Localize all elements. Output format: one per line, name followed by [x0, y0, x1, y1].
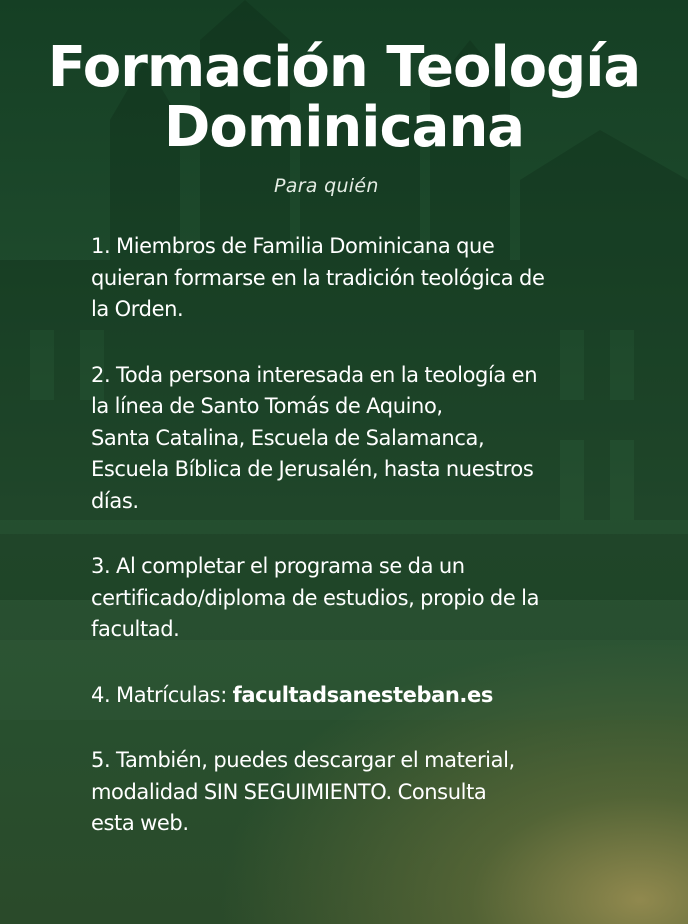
list-item-3: 3. Al completar el programa se da un certificado/diploma de estudios, propio de la facultad.: [91, 554, 540, 641]
page-title: [0, 35, 688, 160]
enrollment-label: 4. Matrículas:: [91, 682, 233, 707]
list-item-5: 5. También, puedes descargar el material, modalidad SIN SEGUIMIENTO. Consulta esta web.: [91, 748, 515, 835]
enrollment-website: facultadsanesteban.es: [232, 682, 493, 707]
title-line-2: Dominicana: [163, 95, 525, 160]
title-line-1: Formación Teología: [47, 35, 641, 100]
list-item-2: 2. Toda persona interesada en la teología en la línea de Santo Tomás de Aquino, Santa Catalina, Escuela de Salamanca, Escuela Bíblica de Jerusalén, hasta nuestros días.: [91, 362, 538, 513]
list-item-1: 1. Miembros de Familia Dominicana que quieran formarse en la tradición teológica de la Orden.: [91, 234, 545, 321]
subtitle: Para quién: [274, 175, 379, 197]
list-item-4: [91, 680, 651, 712]
audience-list: [91, 231, 651, 874]
